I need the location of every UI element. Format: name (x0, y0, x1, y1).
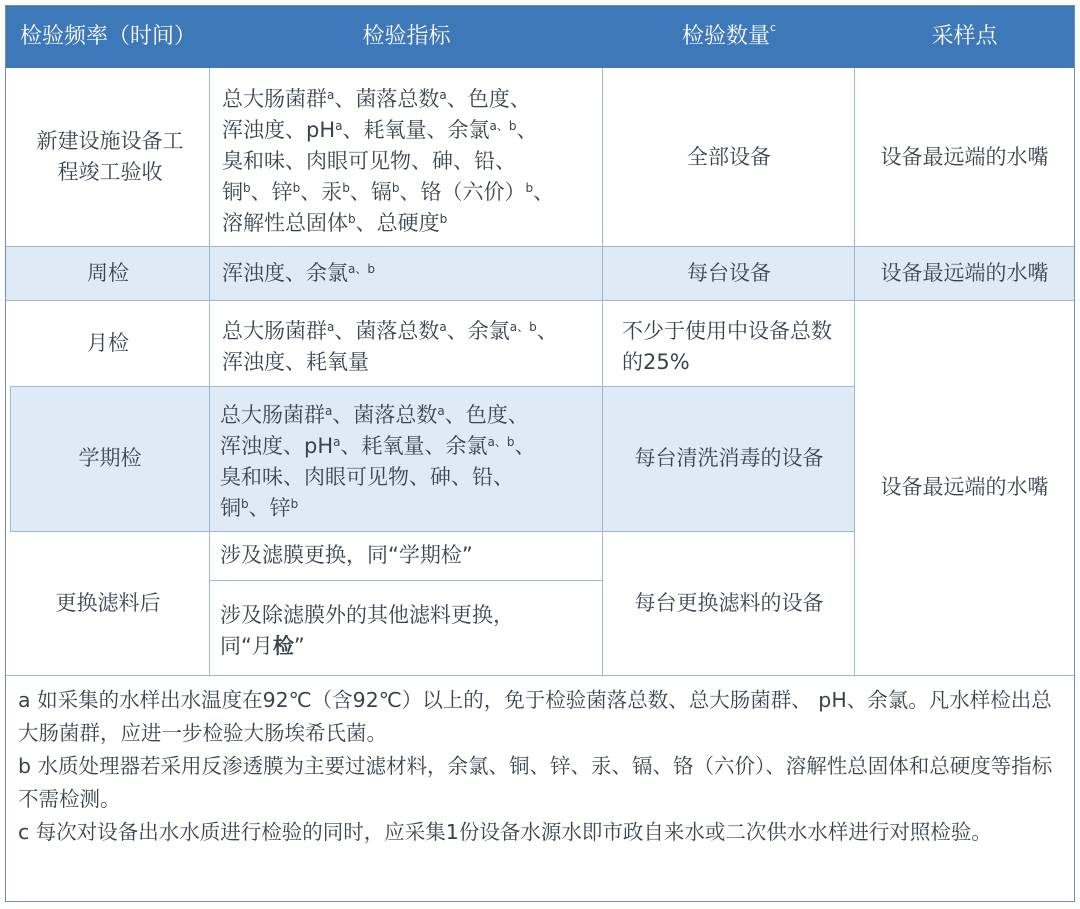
cell-qty-filter-change: 每台更换滤料的设备 (634, 590, 824, 615)
cell-freq-weekly: 周检 (87, 260, 129, 285)
cell-qty-weekly: 每台设备 (687, 260, 771, 285)
header-indicators: 检验指标 (362, 24, 451, 49)
note-c: c 每次对设备出水水质进行检验的同时，应采集1份设备水源水即市政自来水或二次供水水样进行对照检验。 (18, 820, 992, 844)
note-a: a 如采集的水样出水温度在92℃（含92℃）以上的，免于检验菌落总数、总大肠菌群、 pH、余氯。凡水样检出总大肠菌群，应进一步检验大肠埃希氏菌。 (18, 688, 1052, 745)
cell-sampling-weekly: 设备最远端的水嘴 (880, 260, 1049, 285)
cell-qty-monthly: 不少于使用中设备总数的25% (622, 319, 832, 374)
cell-qty-term: 每台清洗消毒的设备 (634, 446, 824, 470)
cell-freq-filter-change: 更换滤料后 (55, 590, 161, 615)
cell-indicators-term: 总大肠菌群$^a$、菌落总数$^a$、色度、 浑浊度、$pH^a$、耗氧量、余氯$^{a、b}$、 臭和味、肉眼可见物、砷、铅、 铜$^b$、锌$^b$ (220, 403, 536, 520)
cell-indicators-monthly: 总大肠菌群$^a$、菌落总数$^a$、余氯$^{a、b}$、 浑浊度、耗氧量 (222, 319, 558, 374)
cell-freq-term: 学期检 (78, 446, 142, 470)
header-frequency: 检验频率（时间） (19, 24, 196, 49)
cell-indicators-filter-other: 涉及除滤膜外的其他滤料更换， 同“月检” (220, 603, 514, 658)
cell-sampling-acceptance: 设备最远端的水嘴 (880, 144, 1049, 169)
cell-sampling-merged: 设备最远端的水嘴 (880, 475, 1049, 499)
cell-indicators-filter-membrane: 涉及滤膜更换，同“学期检” (220, 543, 473, 567)
grid-line (6, 675, 1074, 676)
cell-freq-acceptance: 新建设施设备工程竣工验收 (36, 129, 184, 184)
grid-line (210, 580, 603, 581)
note-b: b 水质处理器若采用反渗透膜为主要过滤材料，余氯、铜、锌、汞、镉、铬（六价）、溶解性总固体和总硬度等指标不需检测。 (18, 754, 1053, 811)
cell-indicators-weekly: 浑浊度、余氯$^{a、b}$ (222, 260, 375, 285)
header-sampling: 采样点 (931, 24, 998, 49)
cell-freq-monthly: 月检 (87, 330, 129, 355)
cell-indicators-acceptance: 总大肠菌群$^a$、菌落总数$^a$、色度、 浑浊度、$pH^a$、耗氧量、余氯$^{a、b}$、 臭和味、肉眼可见物、砷、铅、 铜$^b$、锌$^b$、汞$^b$、镉$^b$、铬（六价）$^b$、 溶解性总固体$^b$、总硬度$^b$ (222, 87, 555, 235)
header-quantity: 检验数量$^c$ (681, 21, 777, 49)
table-notes (18, 684, 1068, 849)
cell-qty-acceptance: 全部设备 (687, 144, 771, 169)
